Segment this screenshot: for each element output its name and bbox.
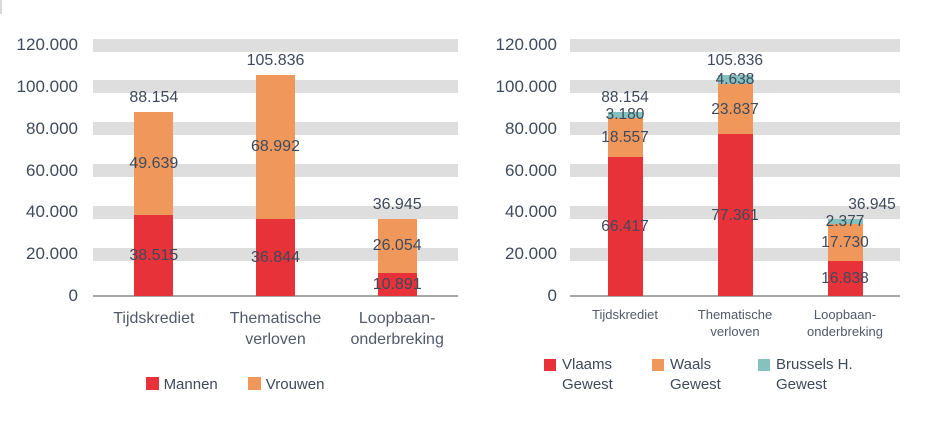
y-tick-label: 40.000 <box>26 202 78 222</box>
y-tick-label: 120.000 <box>495 35 557 54</box>
legend-label: Mannen <box>163 376 218 393</box>
legend-swatch <box>248 377 261 390</box>
segment-value-label: 4.638 <box>715 70 755 88</box>
segment-value-label: 16.838 <box>821 269 869 287</box>
category-label: Loopbaan-onderbreking <box>807 307 883 339</box>
legend-item <box>758 355 871 395</box>
category-label: Thematische verloven <box>229 310 322 348</box>
segment-value-label: 49.639 <box>129 155 179 173</box>
legend-item <box>652 355 732 395</box>
legend-swatch <box>544 359 556 371</box>
legend-label: Brussels H. Gewest <box>776 356 853 393</box>
total-value-label: 88.154 <box>601 88 649 106</box>
legend-swatch <box>758 359 770 371</box>
segment-value-label: 3.180 <box>605 106 645 124</box>
chart-by-region <box>470 0 945 434</box>
segment-value-label: 36.844 <box>251 248 300 266</box>
segment-value-label: 68.992 <box>251 138 300 156</box>
y-tick-label: 0 <box>68 286 78 305</box>
y-tick-label: 60.000 <box>26 160 78 180</box>
legend-label: Vrouwen <box>265 376 325 393</box>
y-axis <box>0 35 78 305</box>
y-axis <box>470 35 557 305</box>
segment-value-label: 2.377 <box>825 212 865 230</box>
total-value-label: 88.154 <box>129 88 179 106</box>
segment-value-label: 17.730 <box>821 233 869 251</box>
legend-item <box>544 355 626 395</box>
grid-band <box>570 39 900 52</box>
total-value-label: 105.836 <box>706 51 764 69</box>
legend-swatch <box>146 377 159 390</box>
category-label: Loopbaan-onderbreking <box>350 310 444 348</box>
segment-value-label: 18.557 <box>601 129 649 147</box>
total-value-label: 105.836 <box>246 51 305 69</box>
legend <box>470 355 945 395</box>
y-tick-label: 20.000 <box>26 244 78 264</box>
segment-value-label: 38.515 <box>129 247 179 265</box>
legend-item <box>146 375 218 395</box>
y-tick-label: 0 <box>547 286 557 305</box>
legend-swatch <box>652 359 664 371</box>
legend-item <box>248 375 325 395</box>
grid-band <box>93 39 458 52</box>
plot-area <box>570 45 900 296</box>
y-tick-label: 100.000 <box>16 76 78 96</box>
y-tick-label: 100.000 <box>495 76 557 96</box>
y-tick-label: 20.000 <box>505 244 557 264</box>
y-tick-label: 60.000 <box>505 160 557 180</box>
segment-value-label: 77.361 <box>711 206 759 224</box>
y-tick-label: 120.000 <box>16 35 78 54</box>
segment-value-label: 23.837 <box>711 100 759 118</box>
category-label: Thematische verloven <box>697 307 773 339</box>
total-value-label: 36.945 <box>848 195 896 213</box>
plot-area <box>93 45 458 296</box>
segment-value-label: 26.054 <box>372 237 422 255</box>
y-tick-label: 80.000 <box>505 118 557 138</box>
total-value-label: 36.945 <box>372 195 422 213</box>
chart-by-gender <box>0 0 470 434</box>
segment-value-label: 10.891 <box>372 276 422 294</box>
category-label: Tijdskrediet <box>592 307 658 322</box>
category-label: Tijdskrediet <box>113 310 195 327</box>
y-tick-label: 40.000 <box>505 202 557 222</box>
y-tick-label: 80.000 <box>26 118 78 138</box>
legend <box>0 375 470 395</box>
legend-label: Waals Gewest <box>670 356 721 393</box>
legend-label: Vlaams Gewest <box>562 356 613 393</box>
segment-value-label: 66.417 <box>601 218 649 236</box>
